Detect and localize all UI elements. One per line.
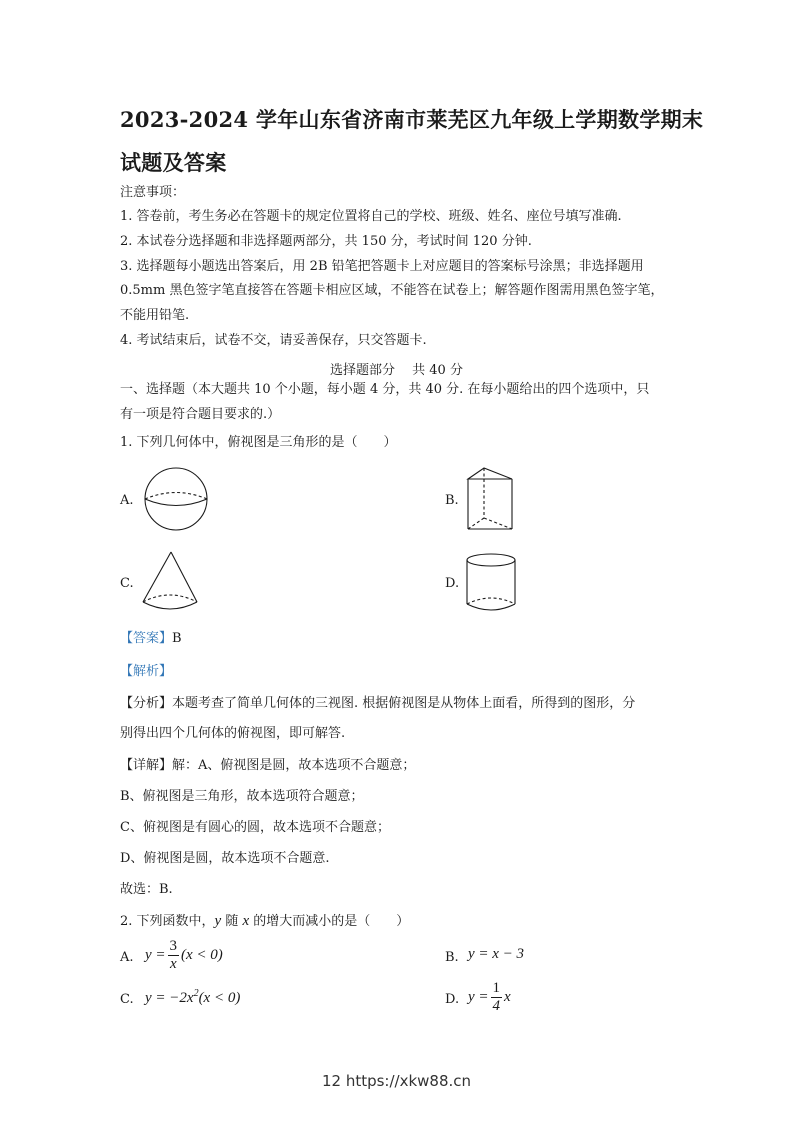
triangular-prism-figure: [464, 465, 516, 533]
q2-option-a-label: A.: [120, 950, 134, 965]
detail-line-c: C、俯视图是有圆心的圆，故本选项不合题意；: [120, 820, 390, 835]
cone-figure: [140, 550, 200, 614]
cylinder-figure: [465, 552, 519, 614]
answer-value: B: [172, 631, 182, 646]
document-title-line-1: 2023-2024 学年山东省济南市莱芜区九年级上学期数学期末: [120, 107, 704, 132]
conclusion: 故选：B.: [120, 882, 173, 897]
detail-line-b: B、俯视图是三角形，故本选项符合题意；: [120, 789, 364, 804]
q2-a-denominator: x: [169, 955, 177, 972]
part-intro-line-1: 一、选择题（本大题共 10 个小题，每小题 4 分，共 40 分. 在每小题给出的四个选项中，只: [120, 382, 650, 397]
q2-stem-y: y: [214, 913, 222, 929]
footer-url[interactable]: https://xkw88.cn: [345, 1072, 472, 1090]
notice-heading: 注意事项：: [120, 185, 186, 200]
fenxi-text: 本题考查了简单几何体的三视图. 根据俯视图是从物体上面看，所得到的图形，分: [172, 696, 636, 711]
xiangjie-text: 解：A、俯视图是圆，故本选项不合题意；: [172, 758, 416, 773]
page-number: 12: [321, 1072, 342, 1090]
document-title-line-2: 试题及答案: [120, 150, 227, 175]
xiangjie-tag: 【详解】: [120, 758, 173, 773]
fenxi-tag: 【分析】: [120, 696, 173, 711]
notice-item-1: 1. 答卷前，考生务必在答题卡的规定位置将自己的学校、班级、姓名、座位号填写准确.: [120, 209, 622, 224]
analysis-tag: 【解析】: [120, 664, 173, 679]
q2-option-b-label: B.: [445, 950, 459, 965]
q1-option-b-label: B.: [445, 493, 459, 508]
xiangjie-line-1: [120, 759, 415, 772]
sphere-figure: [140, 466, 212, 532]
q2-option-a-expr: [145, 938, 223, 972]
notice-item-2: 2. 本试卷分选择题和非选择题两部分，共 150 分，考试时间 120 分钟.: [120, 234, 532, 249]
question-1-stem: 1. 下列几何体中，俯视图是三角形的是（ ）: [120, 435, 397, 450]
q2-option-d-label: D.: [445, 992, 460, 1007]
q1-option-a-label: A.: [120, 493, 134, 508]
part-intro-line-2: 有一项是符合题目要求的.）: [120, 407, 281, 422]
q1-option-c-label: C.: [120, 576, 134, 591]
q2-c-condition: (x < 0): [198, 990, 241, 1006]
q2-a-condition: (x < 0): [181, 946, 223, 963]
q2-stem-x: x: [242, 913, 250, 929]
question-2-stem: [120, 914, 409, 929]
q2-d-lhs: y =: [468, 988, 489, 1005]
q2-option-b-expr: y = x − 3: [468, 946, 525, 962]
notice-item-4: 4. 考试结束后，试卷不交，请妥善保存，只交答题卡.: [120, 333, 427, 348]
section-title: 选择题部分 共 40 分: [330, 363, 463, 378]
fenxi-line-2: 别得出四个几何体的俯视图，即可解答.: [120, 726, 346, 741]
fenxi-line-1: [120, 697, 635, 710]
detail-line-d: D、俯视图是圆，故本选项不合题意.: [120, 851, 330, 866]
notice-item-3-cont-2: 不能用铅笔.: [120, 308, 190, 323]
q2-a-lhs: y =: [145, 946, 166, 963]
notice-item-3: 3. 选择题每小题选出答案后，用 2B 铅笔把答题卡上对应题目的答案标号涂黑；非选择题用: [120, 259, 644, 274]
q2-d-fraction: [491, 980, 503, 1014]
q2-stem-prefix: 2. 下列函数中，: [120, 914, 215, 929]
notice-item-3-cont: 0.5mm 黑色签字笔直接答在答题卡相应区域，不能答在试卷上；解答题作图需用黑色签字笔，: [120, 283, 664, 298]
q2-d-numerator: 1: [492, 980, 501, 996]
page-footer: [0, 1072, 793, 1090]
q2-option-c-expr: [145, 988, 240, 1007]
q2-d-tail: x: [504, 988, 511, 1005]
q2-c-exponent: 2: [193, 988, 199, 999]
q1-option-d-label: D.: [445, 576, 460, 591]
q2-stem-mid: 随: [221, 914, 243, 929]
q2-c-lhs: y = −2x: [145, 990, 194, 1006]
q2-stem-suffix: 的增大而减小的是（ ）: [249, 914, 410, 929]
q2-option-c-label: C.: [120, 992, 134, 1007]
answer-line: [120, 632, 182, 645]
q2-option-d-expr: [468, 980, 511, 1014]
q2-a-numerator: 3: [169, 938, 178, 954]
q2-d-denominator: 4: [492, 997, 501, 1014]
q2-a-fraction: [168, 938, 180, 972]
answer-tag: 【答案】: [120, 631, 173, 646]
